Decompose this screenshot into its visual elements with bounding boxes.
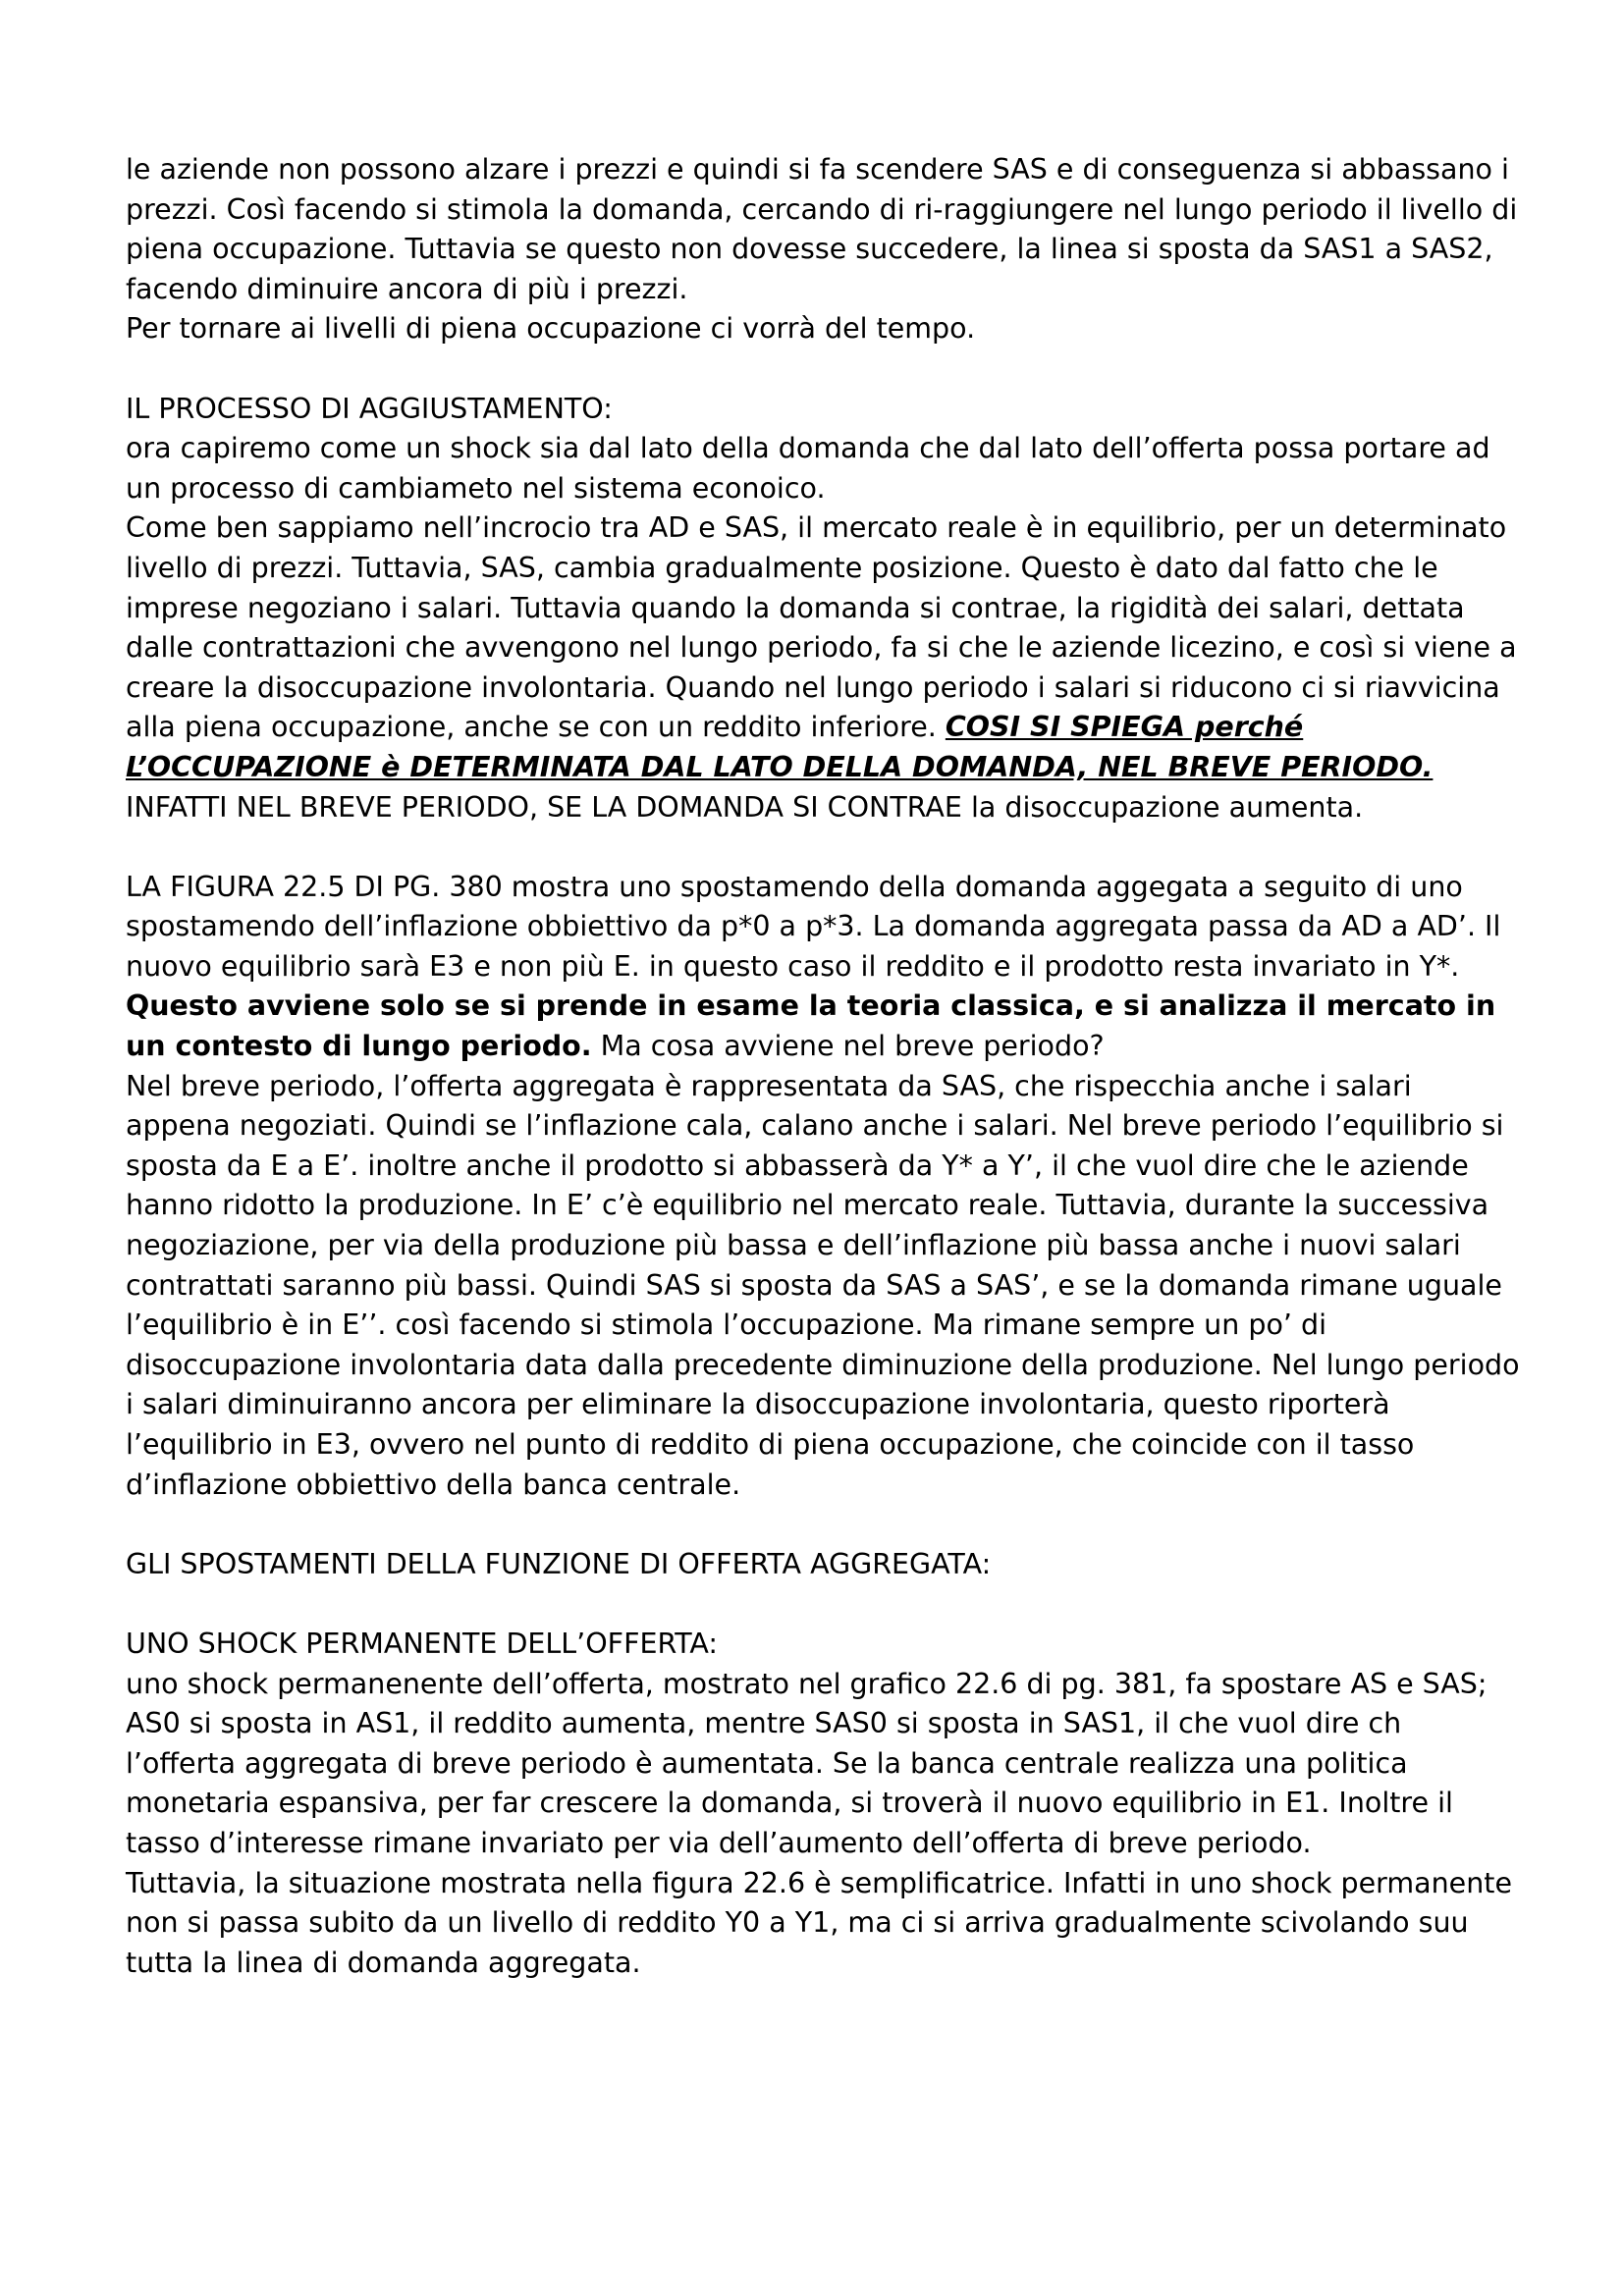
blank-line	[126, 1584, 1520, 1625]
paragraph-breve-periodo: Nel breve periodo, l’offerta aggregata è rappresentata da SAS, che rispecchia anche i salari appena negoziati. Quindi se l’inflazione cala, calano anche i salari. Nel breve periodo l’equilibrio si sposta da E a E’. inoltre anche il prodotto si abbasserà da Y* a Y’, il che vuol dire che le aziende hanno ridotto la produzione. In E’ c’è equilibrio nel mercato reale. Tuttavia, durante la successiva negoziazione, per via della produzione più bassa e dell’inflazione più bassa anche i nuovi salari contrattati saranno più bassi. Quindi SAS si sposta da SAS a SAS’, e se la domanda rimane uguale l’equilibrio è in E’’. così facendo si stimola l’occupazione. Ma rimane sempre un po’ di disoccupazione involontaria data dalla precedente diminuzione della produzione. Nel lungo periodo i salari diminuiranno ancora per eliminare la disoccupazione involontaria, questo riporterà l’equilibrio in E3, ovvero nel punto di reddito di piena occupazione, che coincide con il tasso d’inflazione obbiettivo della banca centrale.	[126, 1069, 1520, 1501]
paragraph-shock-intro: ora capiremo come un shock sia dal lato della domanda che dal lato dell’offerta possa portare ad un processo di cambiameto nel sistema econoico.	[126, 432, 1490, 505]
heading-spostamenti-offerta: GLI SPOSTAMENTI DELLA FUNZIONE DI OFFERTA AGGREGATA:	[126, 1547, 992, 1580]
paragraph-figura-22-5	[126, 868, 1520, 1067]
heading-shock-permanente: UNO SHOCK PERMANENTE DELL’OFFERTA:	[126, 1627, 718, 1660]
emphasis-occupazione-domanda: COSI SI SPIEGA perché L’OCCUPAZIONE è DETERMINATA DAL LATO DELLA DOMANDA, NEL BREVE PERIODO.	[126, 711, 1434, 783]
paragraph-ad-sas-text: Come ben sappiamo nell’incrocio tra AD e SAS, il mercato reale è in equilibrio, per un determinato livello di prezzi. Tuttavia, SAS, cambia gradualmente posizione. Questo è dato dal fatto che le imprese negoziano i salari. Tuttavia quando la domanda si contrae, la rigidità dei salari, dettata dalle contrattazioni che avvengono nel lungo periodo, fa si che le aziende licezino, e così si viene a creare la disoccupazione involontaria. Quando nel lungo periodo i salari si riducono ci si riavvicina alla piena occupazione, anche se con un reddito inferiore.	[126, 511, 1517, 744]
blank-line	[126, 828, 1520, 868]
paragraph-full-employment-time: Per tornare ai livelli di piena occupazione ci vorrà del tempo.	[126, 312, 976, 346]
paragraph-ad-sas-conclusion: INFATTI NEL BREVE PERIODO, SE LA DOMANDA SI CONTRAE la disoccupazione aumenta.	[126, 790, 1364, 824]
heading-processo-aggiustamento: IL PROCESSO DI AGGIUSTAMENTO:	[126, 392, 613, 425]
blank-line	[126, 349, 1520, 390]
paragraph-ad-sas-equilibrium	[126, 508, 1520, 828]
paragraph-figura-text: LA FIGURA 22.5 DI PG. 380 mostra uno spostamendo della domanda aggegata a seguito di uno spostamendo dell’inflazione obbiettivo da p*0 a p*3. La domanda aggregata passa da AD a AD’. Il nuovo equilibrio sarà E3 e non più E. in questo caso il reddito e il prodotto resta invariato in Y*.	[126, 870, 1501, 983]
document-body	[126, 150, 1520, 1983]
paragraph-shock-permanente: uno shock permanenente dell’offerta, mostrato nel grafico 22.6 di pg. 381, fa spostare AS e SAS; AS0 si sposta in AS1, il reddito aumenta, mentre SAS0 si sposta in SAS1, il che vuol dire ch l’offerta aggregata di breve periodo è aumentata. Se la banca centrale realizza una politica monetaria espansiva, per far crescere la domanda, si troverà il nuovo equilibrio in E1. Inoltre il tasso d’interesse rimane invariato per via dell’aumento dell’offerta di breve periodo.	[126, 1667, 1488, 1859]
paragraph-figura-question: Ma cosa avviene nel breve periodo?	[591, 1030, 1105, 1063]
blank-line	[126, 1505, 1520, 1545]
paragraph-figura-22-6: Tuttavia, la situazione mostrata nella figura 22.6 è semplificatrice. Infatti in uno shock permanente non si passa subito da un livello di reddito Y0 a Y1, ma ci si arriva gradualmente scivolando suu tutta la linea di domanda aggregata.	[126, 1866, 1512, 1979]
bold-teoria-classica: Questo avviene solo se si prende in esame la teoria classica, e si analizza il mercato in un contesto di lungo periodo.	[126, 989, 1496, 1063]
paragraph-sas-prices: le aziende non possono alzare i prezzi e quindi si fa scendere SAS e di conseguenza si abbassano i prezzi. Così facendo si stimola la domanda, cercando di ri-raggiungere nel lungo periodo il livello di piena occupazione. Tuttavia se questo non dovesse succedere, la linea si sposta da SAS1 a SAS2, facendo diminuire ancora di più i prezzi.	[126, 153, 1518, 305]
